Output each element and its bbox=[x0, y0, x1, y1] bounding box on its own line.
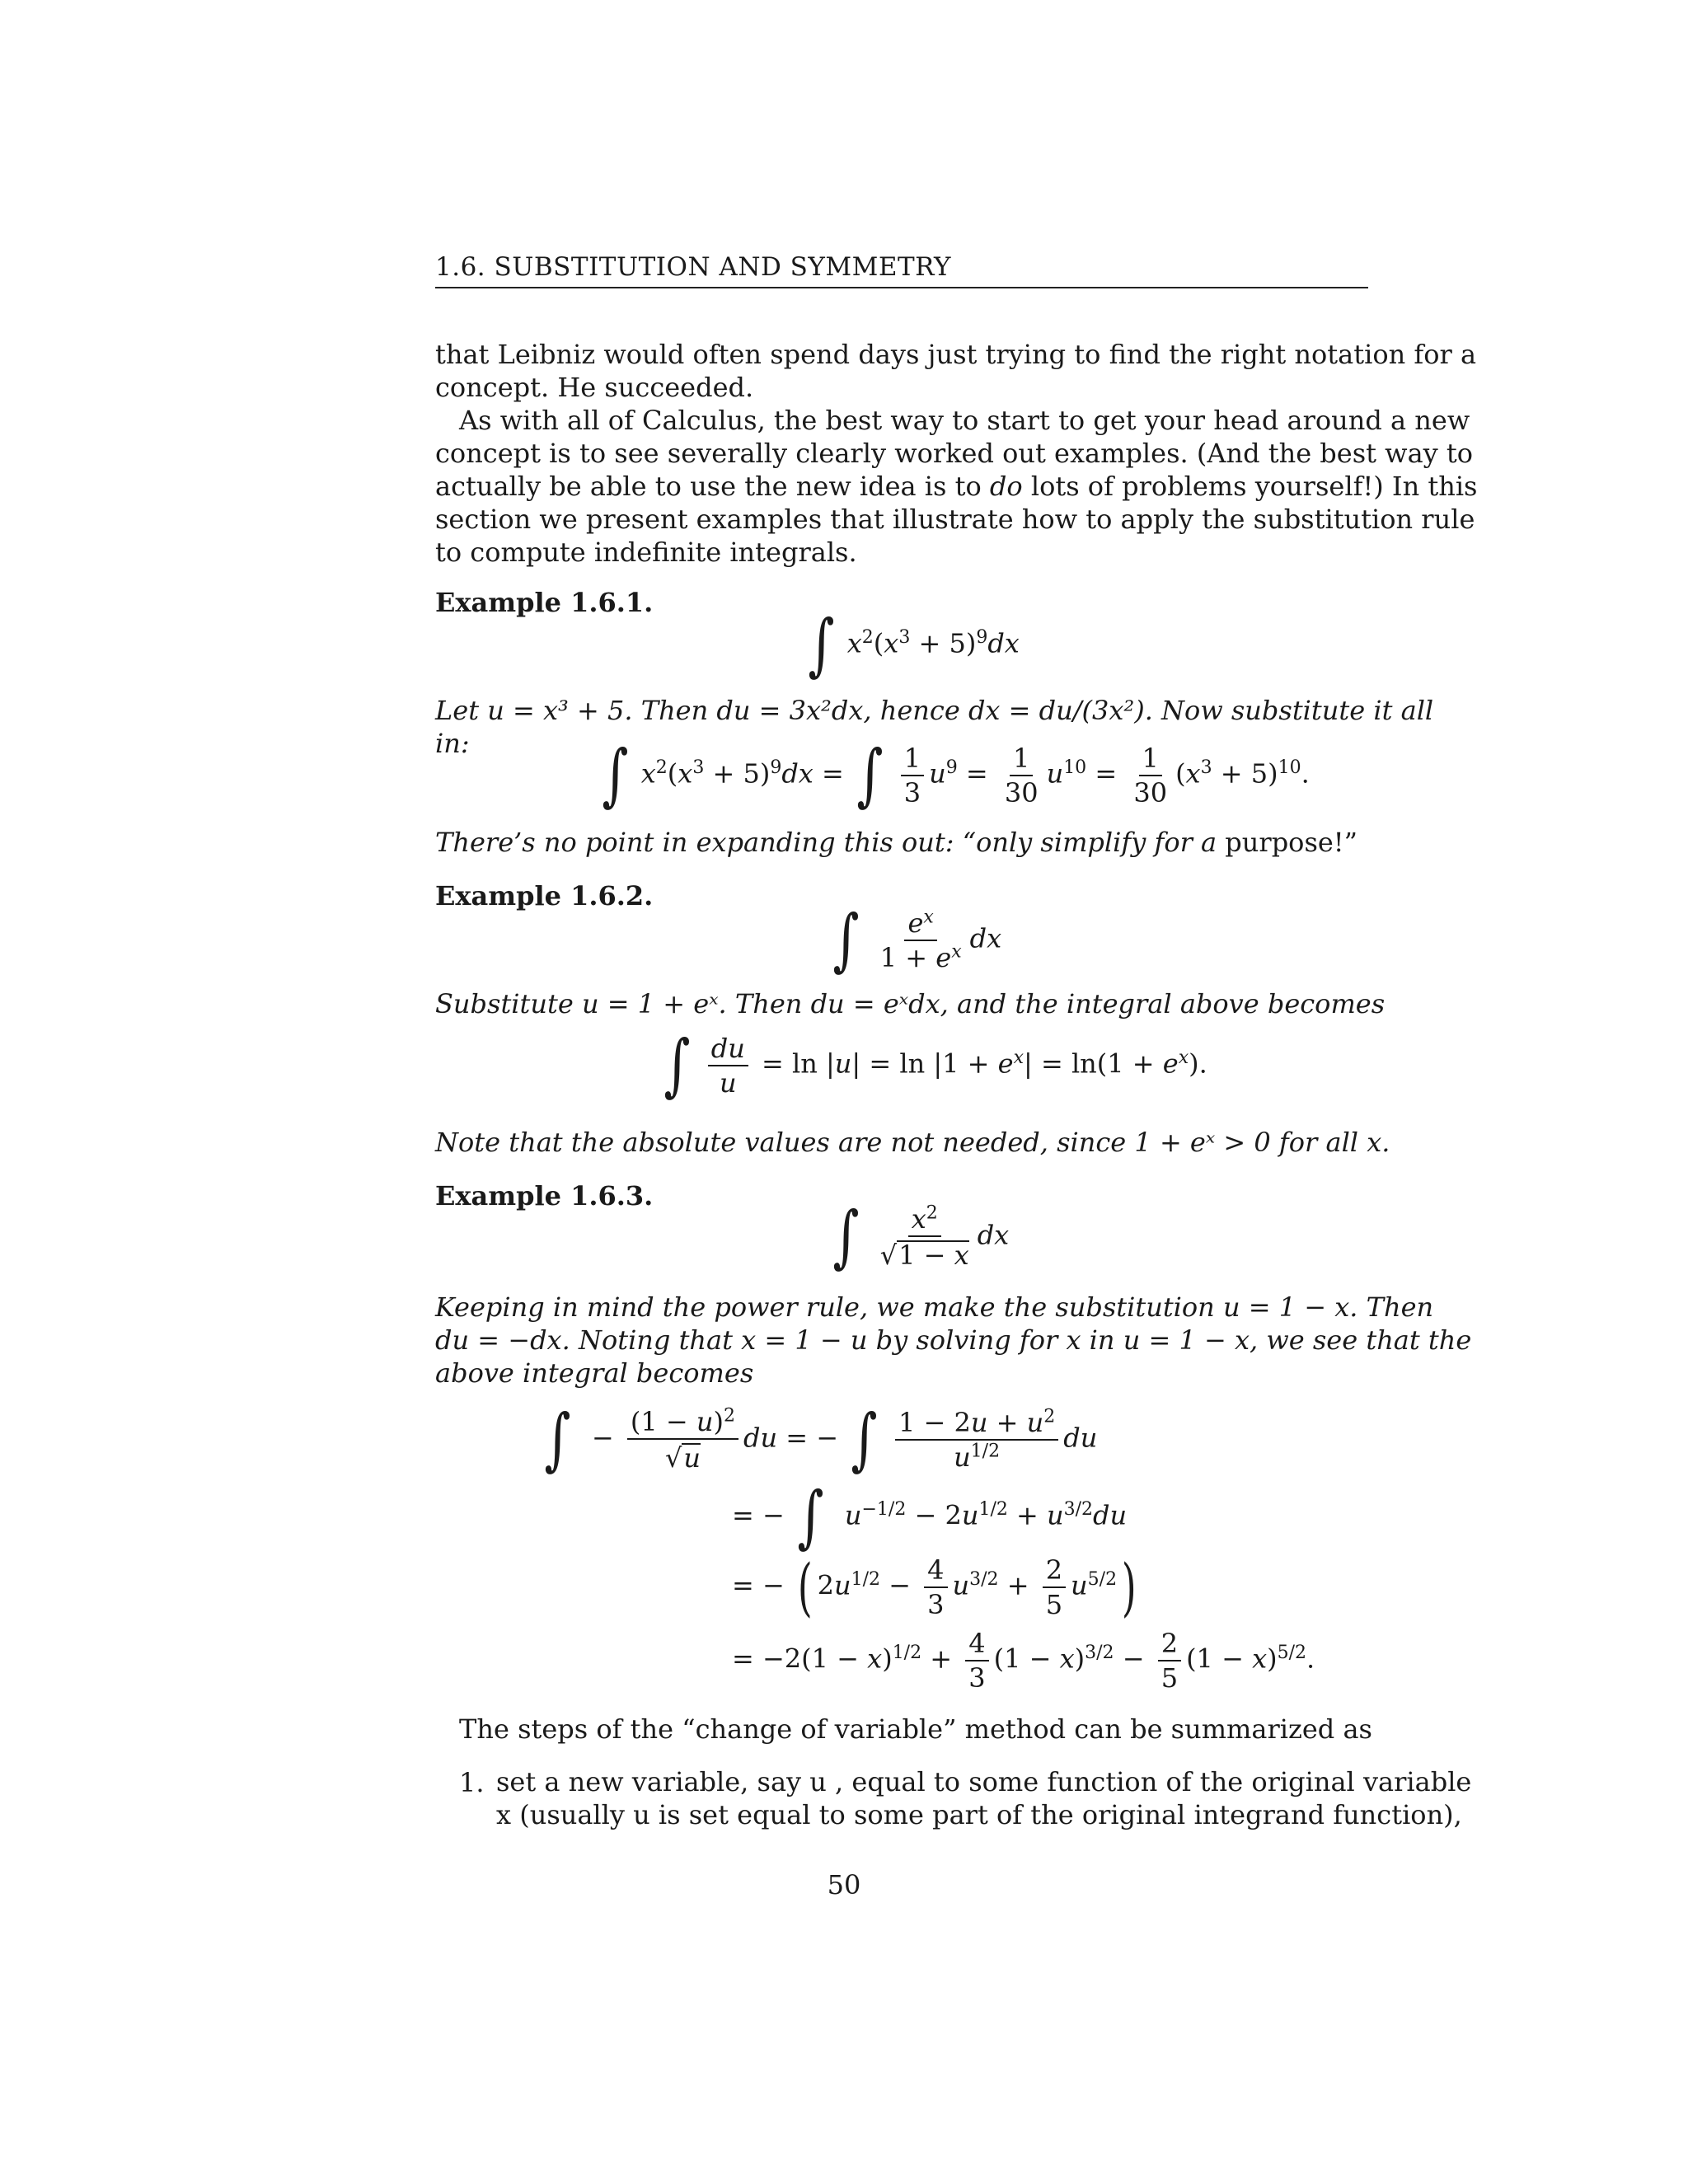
equation: ∫ $\frac{du}{u}$ = $\ln |u| = \ln |1 + e^x| = \ln(1 + e^x)$. bbox=[663, 1026, 1207, 1104]
text-run: There’s no point in expanding this out: “only simplify for a bbox=[435, 827, 1226, 858]
example-text: Substitute u = 1 + eˣ. Then du = eˣdx, and the integral above becomes bbox=[435, 988, 1386, 1019]
list-item-line: set a new variable, say u , equal to some function of the original variable bbox=[496, 1766, 1472, 1797]
equation: ∫ $x^2(x^3 + 5)^9dx$ bbox=[808, 606, 1020, 684]
header-title: 1.6. SUBSTITUTION AND SYMMETRY bbox=[435, 252, 951, 282]
text-run: lots of problems yourself!) In this bbox=[1022, 471, 1478, 502]
example-title: Example 1.6.2. bbox=[435, 880, 654, 912]
paragraph-line: to compute indefinite integrals. bbox=[435, 537, 857, 568]
paragraph-line: that Leibniz would often spend days just trying to find the right notation for a bbox=[435, 339, 1477, 370]
equation: ∫ − $\frac{(1 - u)^2}{√u}$ du = − ∫ $\frac{1 - 2u + u^2}{u^{1/2}}$ du bbox=[544, 1400, 1098, 1479]
example-text: Keeping in mind the power rule, we make the substitution u = 1 − x. Then bbox=[435, 1291, 1434, 1323]
list-item-line: x (usually u is set equal to some part of the original integrand function), bbox=[496, 1799, 1462, 1830]
running-header bbox=[435, 252, 1368, 288]
emphasis: do bbox=[989, 471, 1023, 502]
equation: = $-2(1 - x)^{1/2}$ + $\frac{4}{3}$ $(1 - x)^{3/2}$ − $\frac{2}{5}$ $(1 - x)^{5/2}$. bbox=[732, 1628, 1315, 1694]
text-run: actually be able to use the new idea is to bbox=[435, 471, 990, 502]
summary-lead: The steps of the “change of variable” method can be summarized as bbox=[459, 1713, 1372, 1745]
equation: = − ( $2u^{1/2}$ − $\frac{4}{3}$ $u^{3/2}$ + $\frac{2}{5}$ $u^{5/2}$) bbox=[732, 1550, 1137, 1624]
example-title: Example 1.6.1. bbox=[435, 587, 654, 618]
paragraph-line bbox=[435, 470, 1477, 503]
paragraph-line: section we present examples that illustrate how to apply the substitution rule bbox=[435, 504, 1475, 535]
example-title: Example 1.6.3. bbox=[435, 1180, 654, 1212]
paragraph-line: concept is to see severally clearly worked out examples. (And the best way to bbox=[435, 438, 1474, 469]
text-run: purpose!” bbox=[1225, 827, 1358, 858]
example-text: du = −dx. Noting that x = 1 − u by solving for x in u = 1 − x, we see that the bbox=[435, 1324, 1472, 1356]
example-text: Let u = x³ + 5. Then du = 3x²dx, hence dx = du/(3x²). Now substitute it all bbox=[435, 695, 1434, 726]
equation: ∫ $x^2(x^3 + 5)^9dx$ = ∫ $\frac{1}{3}$ $u^9$ = $\frac{1}{30}$ $u^{10}$ = $\frac{1}{30}$ $(x^3 + 5)^{10}$. bbox=[602, 736, 1310, 814]
example-text: above integral becomes bbox=[435, 1357, 754, 1389]
list-number: 1. bbox=[459, 1767, 485, 1798]
equation: ∫ $\frac{x^2}{√1 - x}$ dx bbox=[832, 1197, 1010, 1276]
example-note: Note that the absolute values are not needed, since 1 + eˣ > 0 for all x. bbox=[435, 1127, 1390, 1158]
page-number: 50 bbox=[827, 1869, 861, 1900]
example-text: in: bbox=[435, 728, 470, 759]
paragraph-line: concept. He succeeded. bbox=[435, 372, 754, 403]
example-note bbox=[435, 826, 1357, 859]
paragraph-line: As with all of Calculus, the best way to start to get your head around a new bbox=[459, 405, 1470, 436]
equation: = − ∫ $u^{-1/2} - 2u^{1/2} + u^{3/2}du$ bbox=[732, 1478, 1128, 1556]
equation: ∫ $\frac{e^x}{1 + e^x}$ dx bbox=[832, 901, 1002, 979]
